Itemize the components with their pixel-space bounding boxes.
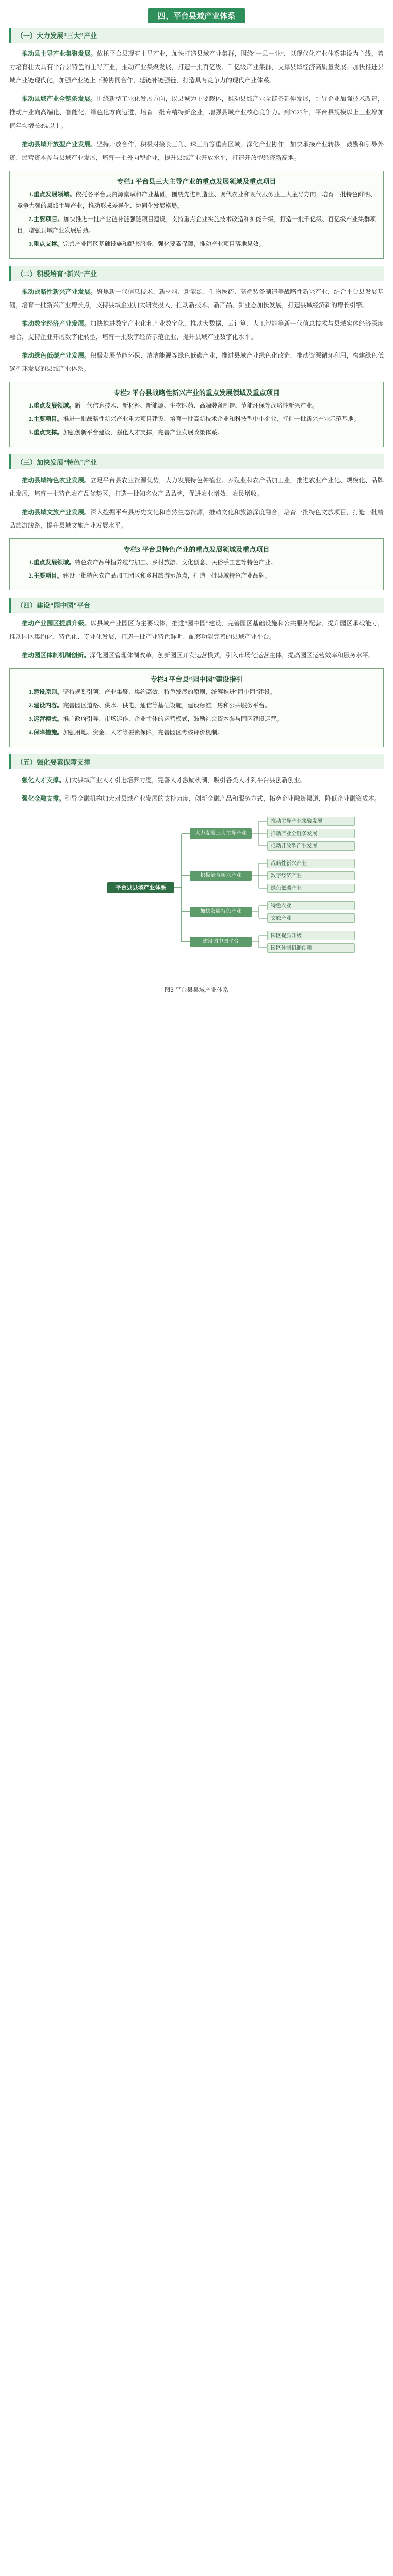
paragraph-text: 聚焦新一代信息技术、新材料、新能源、生物医药、高端装备制造等战略性新兴产业，结合平台县发展基础，培育一批新兴产业增长点，支持县域企业加大研发投入，推动新技术、新产品、新业态加快发展，打造县域经济新的增长引擎。 <box>9 288 384 309</box>
diagram-leaf-node: 推动开放型产业发展 <box>267 841 355 851</box>
diagram-branch-node: 积极培育新兴产业 <box>190 871 252 881</box>
feature-box-item-lead: 3.运营模式。 <box>29 716 63 722</box>
paragraph-lead: 强化金融支撑。 <box>22 795 66 802</box>
paragraph-text: 加快推进数字产业化和产业数字化，推动大数据、云计算、人工智能等新一代信息技术与县域实体经济深度融合，支持企业开展数字化转型，培育一批数字经济示范企业，提升县域产业数字化水平。 <box>9 320 384 341</box>
feature-box-item <box>17 427 376 438</box>
paragraph-text: 以县域产业园区为主要载体，推进“园中园”建设，完善园区基础设施和公共服务配套，提升园区承载能力，推动园区集约化、特色化、专业化发展，打造一批产业特色鲜明、配套功能完善的县域产业平台。 <box>9 620 384 640</box>
diagram-leaf-node: 战略性新兴产业 <box>267 859 355 868</box>
diagram-root-node: 平台县县域产业体系 <box>107 882 174 893</box>
feature-box-item-text: 推广政府引导、市场运作、企业主体的运营模式，鼓励社会资本参与园区建设运营。 <box>63 716 283 722</box>
feature-box-item-text: 特色农产品种植养殖与加工、乡村旅游、文化创意、民俗手工艺等特色产业。 <box>75 560 277 566</box>
feature-box-title: 专栏3 平台县特色产业的重点发展领域及重点项目 <box>123 546 270 553</box>
feature-box-item-lead: 4.保障措施。 <box>29 730 63 736</box>
paragraph <box>9 349 384 376</box>
paragraph-lead: 推动县域特色农业发展。 <box>22 477 91 484</box>
paragraph-lead: 推动绿色低碳产业发展。 <box>22 352 91 359</box>
paragraph <box>9 649 384 662</box>
paragraph <box>9 792 384 805</box>
figure <box>9 812 384 994</box>
feature-box-item <box>17 400 376 412</box>
paragraph <box>9 138 384 164</box>
feature-box-item-text: 加强创新平台建设，强化人才支撑，完善产业发展政策体系。 <box>63 430 223 436</box>
feature-box-item-lead: 3.重点支撑。 <box>29 430 63 436</box>
diagram-leaf-node: 数字经济产业 <box>267 871 355 880</box>
paragraph-lead: 推动数字经济产业发展。 <box>22 320 91 327</box>
feature-box-item-lead: 1.重点发展领域。 <box>29 403 75 409</box>
paragraph-lead: 推动园区体制机制创新。 <box>22 652 90 659</box>
paragraph-lead: 推动县域文旅产业发展。 <box>22 509 91 516</box>
feature-box-item <box>17 700 376 711</box>
paragraph <box>9 505 384 532</box>
paragraph <box>9 92 384 132</box>
feature-box <box>9 668 384 747</box>
paragraph-lead: 推动战略性新兴产业发展。 <box>22 288 97 295</box>
feature-box-item-text: 加快推进一批产业链补链强链项目建设，支持重点企业实施技术改造和扩能升级，打造一批千亿级、百亿级产业集群项目，增强县域产业发展后劲。 <box>17 216 376 234</box>
paragraph-text: 加大县域产业人才引进培养力度，完善人才激励机制，吸引各类人才到平台县创新创业。 <box>65 776 307 784</box>
feature-box-item <box>17 414 376 425</box>
feature-box-item-text: 依托各平台县资源禀赋和产业基础，围绕先进制造业、现代农业和现代服务业三大主导方向，培育一批特色鲜明、竞争力强的县域主导产业，推动形成差异化、协同化发展格局。 <box>17 192 376 209</box>
figure-title: 图3 平台县县域产业体系 <box>164 987 229 993</box>
paragraph-lead: 推动县域产业全链条发展。 <box>22 95 97 103</box>
diagram-leaf-node: 推动产业全链条发展 <box>267 829 355 838</box>
feature-box <box>9 171 384 259</box>
feature-box <box>9 538 384 590</box>
diagram-branch-node: 大力发展三大主导产业 <box>190 828 252 839</box>
paragraph-text: 深化园区管理体制改革，创新园区开发运营模式，引入市场化运营主体，提高园区运营效率和服务水平。 <box>90 652 375 659</box>
diagram-leaf-node: 园区体制机制创新 <box>267 943 355 953</box>
section-heading: （四）建设“园中园”平台 <box>9 598 384 613</box>
feature-box-title: 专栏2 平台县战略性新兴产业的重点发展领域及重点项目 <box>113 389 280 397</box>
diagram-leaf-node: 绿色低碳产业 <box>267 884 355 893</box>
paragraph <box>9 617 384 643</box>
feature-box-item-lead: 2.主要项目。 <box>29 416 63 422</box>
paragraph <box>9 285 384 312</box>
section-heading: （二）积极培育“新兴”产业 <box>9 266 384 281</box>
paragraph-lead: 推动县域开放型产业发展。 <box>22 141 97 148</box>
feature-box-item <box>17 570 376 582</box>
content <box>9 28 384 805</box>
paragraph <box>9 773 384 787</box>
section-heading: （一）大力发展“三大”产业 <box>9 28 384 43</box>
diagram-leaf-node: 推动主导产业集聚发展 <box>267 817 355 826</box>
diagram-branch-node: 加快发展特色产业 <box>190 907 252 917</box>
feature-box-item-lead: 2.主要项目。 <box>29 573 63 579</box>
section-heading: （五）强化要素保障支撑 <box>9 754 384 769</box>
paragraph-lead: 强化人才支撑。 <box>22 776 66 784</box>
diagram-branch-node: 建设园中园平台 <box>190 937 252 947</box>
paragraph <box>9 473 384 500</box>
feature-box-item-lead: 1.建设原则。 <box>29 689 63 696</box>
feature-box-item <box>17 714 376 725</box>
diagram-leaf-node: 园区提质升级 <box>267 931 355 940</box>
paragraph-text: 围绕新型工业化发展方向，以县城为主要载体，推动县域产业全链条延伸发展，引导企业加强技术改造，推动产业向高端化、智能化、绿色化方向迈进，培育一批专精特新企业，增强县域产业核心竞争力。到2025年，平台县规模以上工业增加值年均增长8%以上。 <box>9 95 384 129</box>
paragraph-text: 依托平台县现有主导产业，加快打造县域产业集群，围绕“一县一业”，以现代化产业体系建设为主线，着力培育壮大具有平台县特色的主导产业，推动产业集聚发展，打造一批百亿级、千亿级产业集群，支撑县域经济高质量发展。加快推进县域产业链现代化，加强产业链上下游协同合作，延链补链强链，打造具有竞争力的现代产业体系。 <box>9 50 384 84</box>
paragraph <box>9 47 384 87</box>
paragraph <box>9 317 384 344</box>
feature-box-item-lead: 1.重点发展领域。 <box>29 560 75 566</box>
paragraph-lead: 推动产业园区提质升级。 <box>22 620 91 627</box>
chapter-header <box>9 0 384 21</box>
feature-box-item-text: 完善园区道路、供水、供电、通信等基础设施，建设标准厂房和公共服务平台。 <box>63 703 271 709</box>
feature-box-item <box>17 557 376 568</box>
feature-box-title: 专栏1 平台县三大主导产业的重点发展领域及重点项目 <box>117 178 276 185</box>
paragraph-text: 深入挖掘平台县历史文化和自然生态资源，推动文化和旅游深度融合，培育一批特色文旅项目，打造一批精品旅游线路，提升县域文旅产业发展水平。 <box>9 509 384 529</box>
chapter-title: 四、平台县域产业体系 <box>148 8 245 23</box>
feature-box-item-text: 加强用地、资金、人才等要素保障，完善园区考核评价机制。 <box>63 730 223 736</box>
feature-box-item-text: 建设一批特色农产品加工园区和乡村旅游示范点，打造一批县域特色产业品牌。 <box>63 573 271 579</box>
feature-box-item <box>17 239 376 250</box>
industry-system-diagram <box>9 812 384 982</box>
paragraph-text: 积极发展节能环保、清洁能源等绿色低碳产业，推进县域产业绿色化改造，推动资源循环利用，构建绿色低碳循环发展的县域产业体系。 <box>9 352 384 372</box>
feature-box <box>9 382 384 447</box>
feature-box-item-lead: 2.建设内容。 <box>29 703 63 709</box>
paragraph-text: 引导金融机构加大对县域产业发展的支持力度，创新金融产品和服务方式，拓宽企业融资渠道，降低企业融资成本。 <box>65 795 381 802</box>
feature-box-item <box>17 214 376 236</box>
feature-box-item-text: 推进一批战略性新兴产业重大项目建设，培育一批高新技术企业和科技型中小企业，打造一批新兴产业示范基地。 <box>63 416 360 422</box>
section-heading: （三）加快发展“特色”产业 <box>9 454 384 469</box>
feature-box-item-text: 完善产业园区基础设施和配套服务，强化要素保障，推动产业项目落地见效。 <box>63 241 265 247</box>
feature-box-title: 专栏4 平台县“园中园”建设指引 <box>150 675 243 683</box>
feature-box-item-text: 新一代信息技术、新材料、新能源、生物医药、高端装备制造、节能环保等战略性新兴产业。 <box>75 403 318 409</box>
paragraph-text: 立足平台县农业资源优势，大力发展特色种植业、养殖业和农产品加工业，推进农业产业化、规模化、品牌化发展，培育一批特色农产品优势区，打造一批知名农产品品牌，促进农业增效、农民增收。 <box>9 477 384 497</box>
feature-box-item <box>17 189 376 212</box>
diagram-leaf-node: 文旅产业 <box>267 913 355 923</box>
paragraph-text: 坚持开放合作，积极对接长三角、珠三角等重点区域，深化产业协作，加快承接产业转移，鼓励和引导外资、民营资本参与县域产业发展，培育一批外向型企业，提升县域产业开放水平，打造开放型经济新高地。 <box>9 141 384 161</box>
feature-box-item <box>17 727 376 738</box>
feature-box-item-lead: 1.重点发展领域。 <box>29 192 76 198</box>
feature-box-item <box>17 687 376 698</box>
feature-box-item-lead: 3.重点支撑。 <box>29 241 63 247</box>
feature-box-item-lead: 2.主要项目。 <box>29 216 64 223</box>
diagram-leaf-node: 特色农业 <box>267 901 355 910</box>
paragraph-lead: 推动县主导产业集聚发展。 <box>22 50 97 57</box>
feature-box-item-text: 坚持规划引领、产业集聚、集约高效、特色发展的原则，统筹推进“园中园”建设。 <box>63 689 276 696</box>
